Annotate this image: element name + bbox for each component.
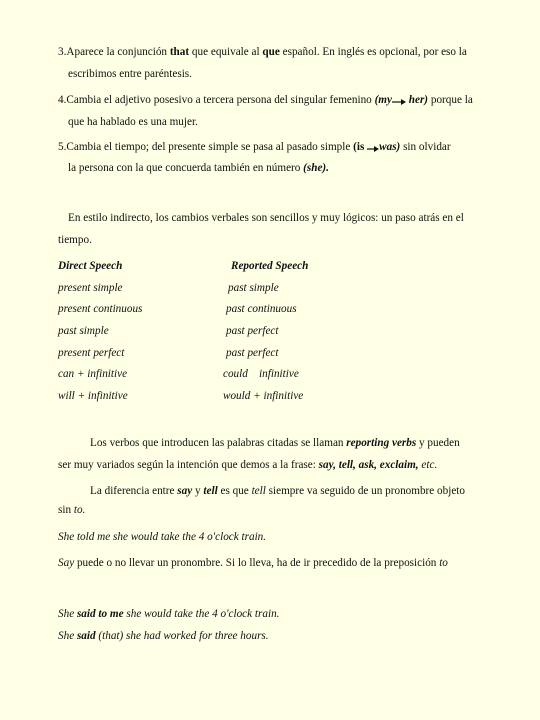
text: She [58, 630, 77, 642]
intro-line-2: tiempo. [58, 234, 92, 246]
text: ser muy variados según la intención que demos a la frase: [58, 459, 319, 471]
text: Los verbos que introducen las palabras citadas se llaman [90, 437, 347, 449]
arrow-right-icon [367, 143, 379, 157]
text: 4.Cambia el adjetivo posesivo a tercera persona del singular femenino [58, 94, 375, 106]
text: past perfect [226, 347, 279, 359]
table-row-reported [223, 389, 303, 403]
table-row-direct [58, 389, 128, 403]
rule-5-line-2 [68, 161, 329, 175]
keyword-examples: say, tell, ask, exclaim, [318, 459, 419, 471]
rule-3-line-2: escribimos entre paréntesis. [68, 68, 192, 80]
text: She [58, 608, 77, 620]
text: (that) she had worked for three hours. [95, 630, 269, 642]
rule-3-line-1 [58, 45, 467, 59]
example-sentence-3 [58, 629, 269, 643]
table-row-direct [58, 324, 109, 338]
text: Reported Speech [231, 260, 309, 272]
rule-4-line-2: que ha hablado es una mujer. [68, 116, 198, 128]
table-row-reported [226, 302, 297, 316]
keyword-she: (she). [303, 162, 329, 174]
table-row-direct [58, 281, 123, 295]
text: y pueden [416, 437, 460, 449]
keyword-say: Say [58, 557, 75, 569]
text: sin olvidar [400, 141, 451, 153]
keyword-said: said [76, 630, 96, 642]
table-row-reported [226, 346, 279, 360]
text: She told me she would take the 4 o'clock train. [58, 531, 267, 543]
arrow-right-icon [392, 96, 406, 110]
keyword-my: (my [374, 94, 392, 106]
para-2-line-1 [90, 484, 465, 498]
example-sentence-2 [58, 607, 279, 621]
text: past continuous [226, 303, 297, 315]
text: 5.Cambia el tiempo; del presente simple se pasa al pasado simple [58, 141, 354, 153]
intro-line-1: En estilo indirecto, los cambios verbales son sencillos y muy lógicos: un paso atrás en el [68, 212, 464, 224]
text: puede o no llevar un pronombre. Si lo lleva, ha de ir precedido de la preposición [74, 557, 440, 569]
table-row-reported [228, 281, 279, 295]
para-2-line-2 [58, 503, 85, 517]
text: past simple [58, 325, 109, 337]
keyword-que: que [262, 46, 280, 58]
keyword-reporting-verbs: reporting verbs [346, 437, 417, 449]
keyword-tell: tell [203, 485, 218, 497]
rule-4-line-1 [58, 93, 473, 107]
keyword-to: to [439, 557, 448, 569]
keyword-said-to-me: said to me [76, 608, 124, 620]
text: present perfect [58, 347, 125, 359]
text: etc. [418, 459, 438, 471]
text: y [192, 485, 204, 497]
para-1-line-2 [58, 458, 437, 472]
header-direct-speech [58, 259, 122, 273]
keyword-say: say [177, 485, 193, 497]
example-sentence-1 [58, 530, 266, 544]
text: Direct Speech [58, 260, 123, 272]
header-reported-speech [231, 259, 308, 273]
para-1-line-1 [90, 436, 460, 450]
text: la persona con la que concuerda también en número [68, 162, 304, 174]
text: es que [217, 485, 252, 497]
text: español. En inglés es opcional, por eso la [279, 46, 467, 58]
table-row-direct [58, 302, 142, 316]
text: past simple [228, 282, 279, 294]
text: 3.Aparece la conjunción [58, 46, 170, 58]
text: La diferencia entre [90, 485, 178, 497]
text: can + infinitive [58, 368, 128, 380]
keyword-to: to. [73, 504, 86, 516]
keyword-her: her) [405, 94, 429, 106]
text: would + infinitive [223, 390, 304, 402]
keyword-was: was) [379, 141, 401, 153]
table-row-reported [223, 367, 299, 381]
para-3 [58, 556, 448, 570]
text: she would take the 4 o'clock train. [123, 608, 280, 620]
table-row-direct [58, 367, 127, 381]
keyword-tell: tell [251, 485, 266, 497]
keyword-is: (is [353, 141, 368, 153]
text: could infinitive [223, 368, 299, 380]
rule-5-line-1 [58, 140, 451, 154]
table-row-reported [226, 324, 279, 338]
text: present continuous [58, 303, 143, 315]
text: que equivale al [189, 46, 263, 58]
text: porque la [428, 94, 473, 106]
text: siempre va seguido de un pronombre objeto [265, 485, 466, 497]
text: present simple [58, 282, 123, 294]
text: sin [58, 504, 74, 516]
text: will + infinitive [58, 390, 128, 402]
text: past perfect [226, 325, 279, 337]
table-row-direct [58, 346, 124, 360]
keyword-that: that [169, 46, 190, 58]
